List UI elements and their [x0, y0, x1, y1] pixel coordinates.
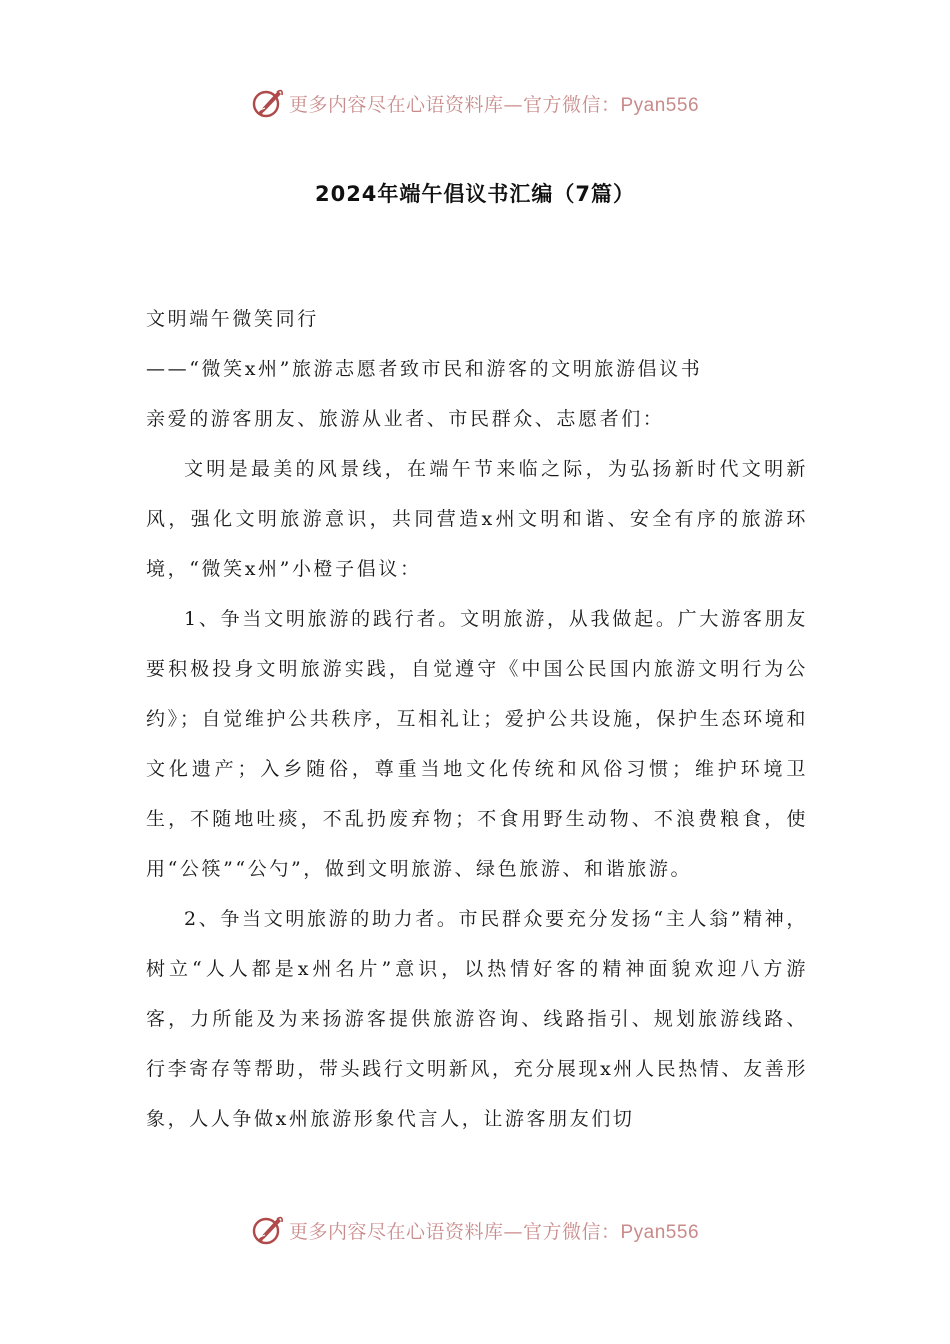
section-subheading: ——“微笑x州”旅游志愿者致市民和游客的文明旅游倡议书	[146, 358, 703, 380]
watermark-text: 更多内容尽在心语资料库—官方微信：Pyan556	[288, 93, 700, 116]
watermark-banner-bottom	[0, 1210, 950, 1250]
section-heading: 文明端午微笑同行	[146, 308, 319, 330]
watermark-text: 更多内容尽在心语资料库—官方微信：Pyan556	[288, 1220, 700, 1243]
document-title: 2024年端午倡议书汇编（7篇）	[314, 182, 636, 206]
salutation: 亲爱的游客朋友、旅游从业者、市民群众、志愿者们：	[146, 408, 665, 430]
paragraph-intro: 文明是最美的风景线，在端午节来临之际，为弘扬新时代文明新风，强化文明旅游意识，共同营造x州文明和谐、安全有序的旅游环境，“微笑x州”小橙子倡议：	[146, 458, 808, 580]
quill-pen-logo-icon	[251, 86, 285, 120]
quill-pen-logo-icon	[251, 1213, 285, 1247]
wechat-id: Pyan556	[620, 1221, 700, 1243]
wechat-id: Pyan556	[620, 94, 700, 116]
paragraph-item-1: 1、争当文明旅游的践行者。文明旅游，从我做起。广大游客朋友要积极投身文明旅游实践，自觉遵守《中国公民国内旅游文明行为公约》；自觉维护公共秩序，互相礼让；爱护公共设施，保护生态环境和文化遗产；入乡随俗，尊重当地文化传统和风俗习惯；维护环境卫生，不随地吐痰，不乱扔废弃物；不食用野生动物、不浪费粮食，使用“公筷”“公勺”，做到文明旅游、绿色旅游、和谐旅游。	[146, 608, 808, 880]
paragraph-item-2: 2、争当文明旅游的助力者。市民群众要充分发扬“主人翁”精神，树立“人人都是x州名片”意识，以热情好客的精神面貌欢迎八方游客，力所能及为来扬游客提供旅游咨询、线路指引、规划旅游线路、行李寄存等帮助，带头践行文明新风，充分展现x州人民热情、友善形象，人人争做x州旅游形象代言人，让游客朋友们切	[146, 908, 808, 1130]
watermark-banner-top	[0, 83, 950, 123]
document-body	[146, 294, 808, 1144]
